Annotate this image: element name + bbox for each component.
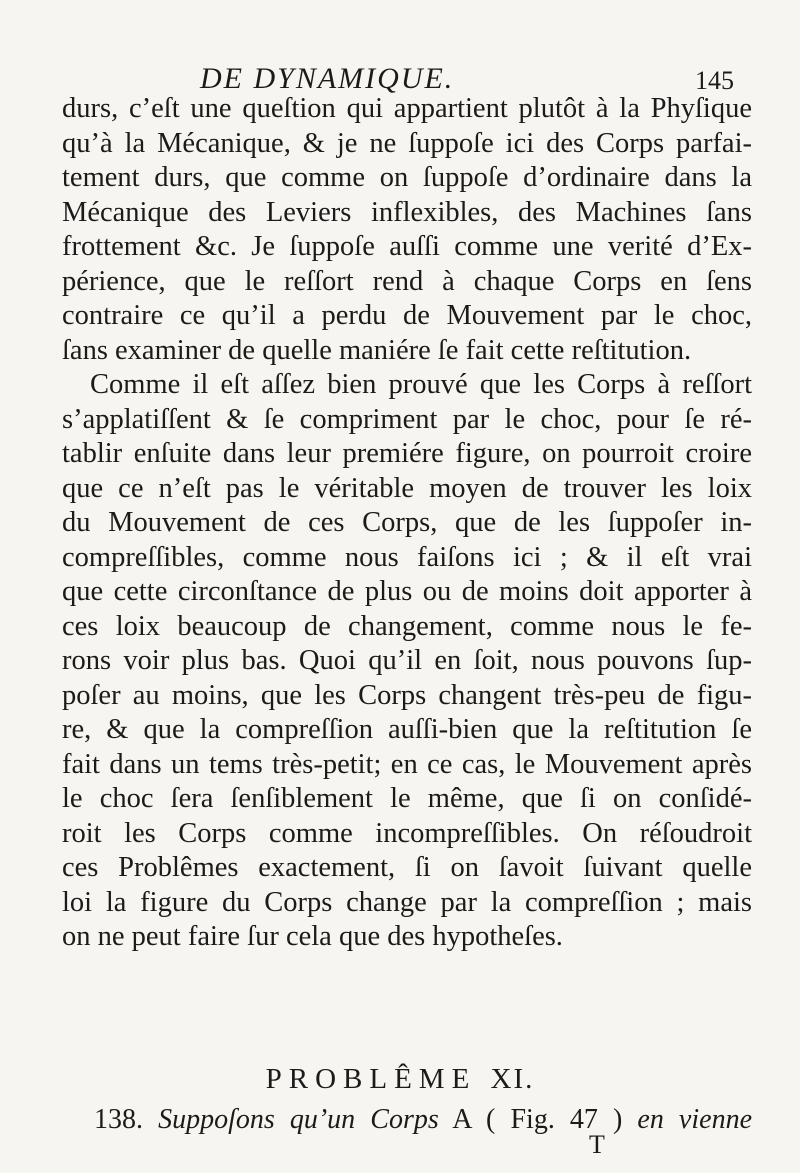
- statement-roman: A ( Fig. 47 ): [452, 1104, 623, 1135]
- text-line: Comme il eſt aſſez bien prouvé que les Corps à reſſort: [90, 369, 752, 400]
- text-line: que ce n’eſt pas le véritable moyen de trouver les loix: [62, 472, 752, 504]
- problem-heading-word: PROBLÊME: [265, 1063, 477, 1095]
- paragraph-1: [62, 92, 752, 368]
- text-line: compreſſibles, comme nous faiſons ici ; & il eſt vrai: [62, 541, 752, 573]
- text-line: ces loix beaucoup de changement, comme nous le fe-: [62, 610, 752, 642]
- text-line: périence, que le reſſort rend à chaque Corps en ſens: [62, 265, 752, 297]
- text-line: frottement &c. Je ſuppoſe auſſi comme une verité d’Ex-: [62, 231, 752, 262]
- text-line: tablir enſuite dans leur premiére figure, on pourroit croire: [62, 438, 752, 469]
- statement-italic-start: Suppoſons qu’un Corps: [158, 1104, 439, 1135]
- text-line: on ne peut faire ſur cela que des hypotheſes.: [62, 921, 563, 952]
- text-line: qu’à la Mécanique, & je ne ſuppoſe ici des Corps parfai-: [62, 127, 752, 159]
- running-head-title: DE DYNAMIQUE.: [200, 62, 455, 95]
- signature-mark: T: [589, 1130, 605, 1159]
- section-number: 138.: [94, 1104, 143, 1135]
- problem-statement-line: [94, 1104, 752, 1136]
- text-line: ces Problêmes exactement, ſi on ſavoit ſuivant quelle: [62, 852, 752, 883]
- text-line: loi la figure du Corps change par la compreſſion ; mais: [62, 886, 752, 918]
- page-number: 145: [695, 66, 734, 95]
- problem-heading-number: XI.: [490, 1063, 535, 1095]
- text-line: tement durs, que comme on ſuppoſe d’ordinaire dans la: [62, 162, 752, 193]
- paragraph-2: [62, 368, 752, 955]
- problem-heading: [0, 1063, 800, 1096]
- text-line: Mécanique des Leviers inflexibles, des Machines ſans: [62, 196, 752, 228]
- text-line: re, & que la compreſſion auſſi-bien que la reſtitution ſe: [62, 714, 752, 745]
- text-line: que cette circonſtance de plus ou de moins doit apporter à: [62, 576, 752, 607]
- text-line: le choc ſera ſenſiblement le même, que ſi on conſidé-: [62, 783, 752, 814]
- body-text: [62, 92, 752, 955]
- text-line: poſer au moins, que les Corps changent très-peu de figu-: [62, 679, 752, 711]
- text-line: ſans examiner de quelle maniére ſe fait cette reſtitution.: [62, 334, 692, 366]
- text-line: durs, c’eſt une queſtion qui appartient plutôt à la Phyſique: [62, 93, 752, 124]
- text-line: contraire ce qu’il a perdu de Mouvement par le choc,: [62, 300, 752, 331]
- text-line: rons voir plus bas. Quoi qu’il en ſoit, nous pouvons ſup-: [62, 645, 752, 676]
- text-line: fait dans un tems très-petit; en ce cas, le Mouvement après: [62, 748, 752, 780]
- text-line: roit les Corps comme incompreſſibles. On réſoudroit: [62, 817, 752, 849]
- text-line: s’applatiſſent & ſe compriment par le choc, pour ſe ré-: [62, 403, 752, 435]
- text-line: du Mouvement de ces Corps, que de les ſuppoſer in-: [62, 507, 752, 538]
- statement-italic-end: en vienne: [637, 1104, 752, 1135]
